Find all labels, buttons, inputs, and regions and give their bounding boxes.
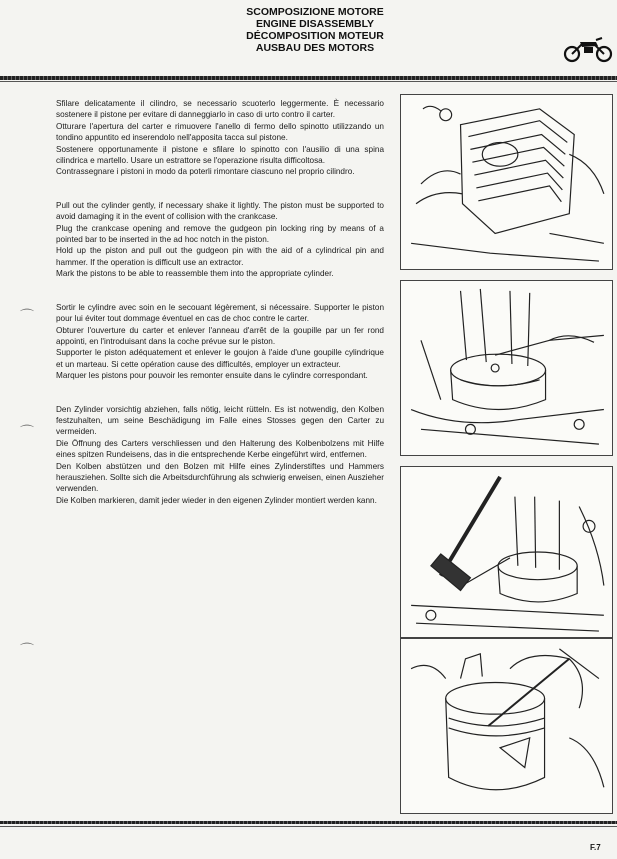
top-divider: [0, 76, 617, 80]
paragraph: Marquer les pistons pour pouvoir les remonter ensuite dans le cylindre correspondant.: [56, 371, 368, 381]
bottom-divider: [0, 821, 617, 824]
bottom-divider-thin: [0, 826, 617, 827]
paragraph: Supporter le piston adéquatement et enlever le goujon à l'aide d'une goupille cylindrique et un marteau. Si cette opération cause des difficultés, employer un extracteur.: [56, 348, 384, 369]
paragraph: Die Kolben markieren, damit jeder wieder in den eigenen Zylinder montiert werden kann.: [56, 495, 377, 505]
top-divider-thin: [0, 81, 617, 82]
english-section: [56, 200, 384, 280]
figure-pin-ring: [400, 280, 613, 456]
french-section: [56, 302, 384, 382]
title-english: ENGINE DISASSEMBLY: [255, 18, 375, 30]
paragraph: Pull out the cylinder gently, if necessary shake it lightly. The piston must be supported to avoid damaging it in the event of collision with the crankcase.: [56, 200, 384, 222]
margin-mark: ⌒: [20, 424, 34, 440]
figure-marking-pistons: [400, 638, 613, 814]
page-number: F.7: [590, 843, 601, 852]
paragraph: Den Zylinder vorsichtig abziehen, falls nötig, leicht rütteln. Es ist notwendig, den Kolben festzuhalten, um seine Beschädigung im Falle eines Stosses gegen den Carter zu vermeiden.: [56, 404, 384, 437]
paragraph: Hold up the piston and pull out the gudgeon pin with the aid of a cylindrical pin and hammer. If the operation is difficult use an extractor.: [56, 246, 384, 267]
margin-mark: ⌒: [20, 308, 34, 324]
title-french: DÉCOMPOSITION MOTEUR: [246, 30, 384, 42]
figure-cylinder-removal: [400, 94, 613, 270]
page-header: [200, 6, 430, 54]
text-column: [56, 98, 384, 528]
paragraph: Die Öffnung des Carters verschliessen und den Halterung des Kolbenbolzens mit Hilfe eines spitzen Rundeisens, das in die entsprechende Kerbe eingeführt wird, entfernen.: [56, 438, 384, 460]
paragraph: Sortir le cylindre avec soin en le secouant légèrement, si nécessaire. Supporter le piston pour lui éviter tout dommage éventuel en cas de choc contre le carter.: [56, 302, 384, 324]
paragraph: Contrassegnare i pistoni in modo da poterli rimontare ciascuno nel proprio cilindro.: [56, 167, 355, 177]
title-italian: SCOMPOSIZIONE MOTORE: [246, 6, 384, 18]
title-german: AUSBAU DES MOTORS: [255, 42, 375, 54]
paragraph: Plug the crankcase opening and remove the gudgeon pin locking ring by means of a pointed bar to be inserted in the ad hoc notch in the piston.: [56, 223, 384, 245]
german-section: [56, 404, 384, 507]
paragraph: Obturer l'ouverture du carter et enlever l'anneau d'arrêt de la goupille par un fer rond appointi, en l'introduisant dans la coche prévue sur le piston.: [56, 325, 384, 346]
paragraph: Mark the pistons to be able to reassemble them into the appropriate cylinder.: [56, 269, 334, 279]
paragraph: Sfilare delicatamente il cilindro, se necessario scuoterlo leggermente. È necessario sostenere il pistone per evitare di danneggiarlo in caso di urto contro il carter.: [56, 99, 384, 120]
figure-hammer-pin: [400, 466, 613, 638]
margin-mark: ⌒: [20, 642, 34, 658]
paragraph: Den Kolben abstützen und den Bolzen mit Hilfe eines Zylinderstiftes und Hammers herausziehen. Sollte sich die Arbeitsdurchführung als schwierig erweisen, einen Auszieher verwenden.: [56, 461, 384, 494]
italian-section: [56, 98, 384, 178]
motorcycle-icon: [560, 34, 616, 64]
paragraph: Otturare l'apertura del carter e rimuovere l'anello di fermo dello spinotto utilizzando un tondino appuntito ed inserendolo nell'apposita tacca sul pistone.: [56, 121, 384, 143]
paragraph: Sostenere opportunamente il pistone e sfilare lo spinotto con l'ausilio di una spina cilindrica e martello. Usare un estrattore se l'operazione risulta difficoltosa.: [56, 144, 384, 166]
